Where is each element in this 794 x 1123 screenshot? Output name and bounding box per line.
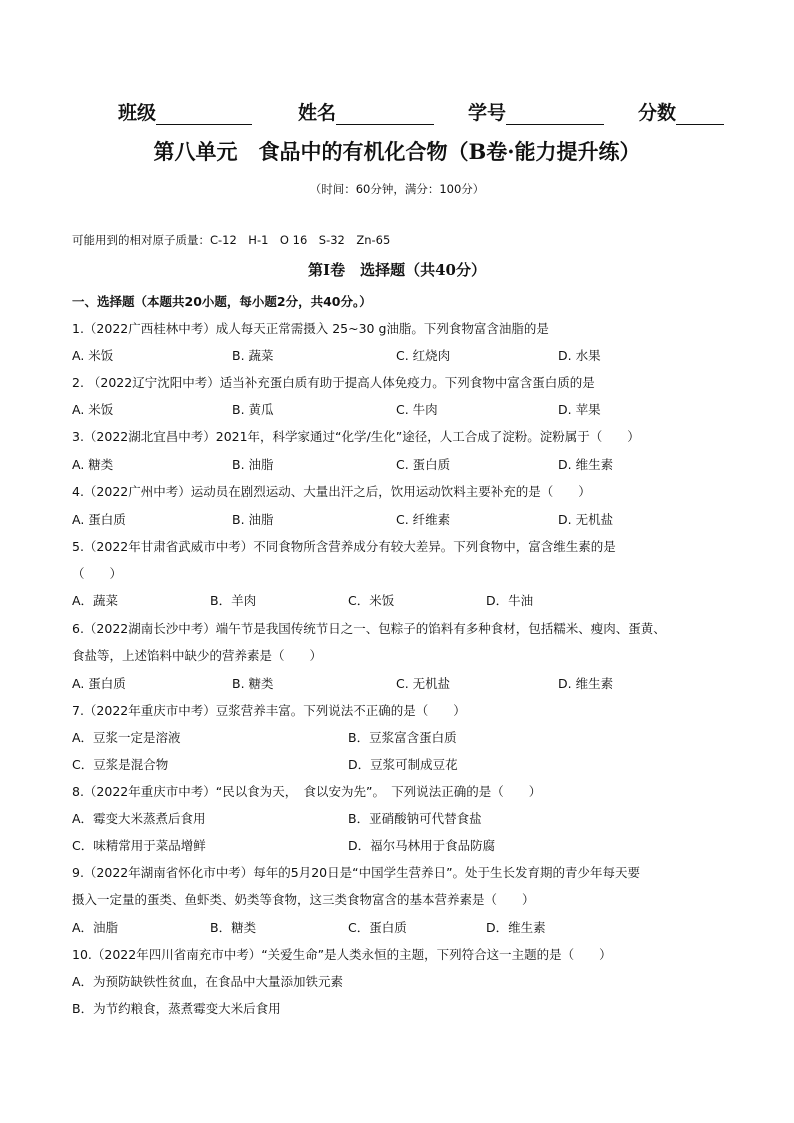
q3-option-a[interactable]: A. 糖类 [72, 457, 114, 472]
time-score-note: （时间：60分钟，满分：100分） [309, 182, 485, 196]
q2-option-b[interactable]: B. 黄瓜 [232, 402, 274, 417]
q10-option-b[interactable]: B．为节约粮食，蒸煮霉变大米后食用 [72, 1001, 281, 1016]
q9-option-b[interactable]: B．糖类 [210, 920, 257, 935]
page-title: 第八单元 食品中的有机化合物（B卷·能力提升练） [153, 139, 641, 164]
q10-option-a[interactable]: A．为预防缺铁性贫血，在食品中大量添加铁元素 [72, 974, 344, 989]
q6-option-c[interactable]: C. 无机盐 [396, 676, 451, 691]
class-field [118, 98, 252, 125]
question-10: 10.（2022年四川省南充市中考）“关爱生命”是人类永恒的主题，下列符合这一主题的是（ ） [72, 947, 612, 962]
part-title: 一、选择题（本题共20小题，每小题2分，共40分。） [72, 294, 372, 309]
score-blank[interactable] [676, 104, 724, 125]
question-6-cont: 食盐等，上述馅料中缺少的营养素是（ ） [72, 648, 323, 663]
question-1: 1.（2022广西桂林中考）成人每天正常需摄入 25~30 g油脂。下列食物富含油脂的是 [72, 321, 549, 336]
q7-option-d[interactable]: D．豆浆可制成豆花 [348, 757, 458, 772]
question-4: 4.（2022广州中考）运动员在剧烈运动、大量出汗之后，饮用运动饮料主要补充的是（ ） [72, 484, 591, 499]
q5-option-c[interactable]: C．米饭 [348, 593, 395, 608]
q6-option-a[interactable]: A. 蛋白质 [72, 676, 126, 691]
id-label: 学号 [468, 102, 507, 124]
score-label: 分数 [638, 102, 677, 124]
q1-option-c[interactable]: C. 红烧肉 [396, 348, 451, 363]
question-9-cont: 摄入一定量的蛋类、鱼虾类、奶类等食物，这三类食物富含的基本营养素是（ ） [72, 892, 535, 907]
q6-option-d[interactable]: D. 维生素 [558, 676, 614, 691]
q9-option-c[interactable]: C．蛋白质 [348, 920, 407, 935]
q6-option-b[interactable]: B. 糖类 [232, 676, 274, 691]
q4-option-b[interactable]: B. 油脂 [232, 512, 274, 527]
question-5: 5.（2022年甘肃省武威市中考）不同食物所含营养成分有较大差异。下列食物中，富含维生素的是 [72, 539, 616, 554]
name-field [298, 98, 434, 125]
q1-option-b[interactable]: B. 蔬菜 [232, 348, 274, 363]
q4-option-c[interactable]: C. 纤维素 [396, 512, 451, 527]
question-8: 8.（2022年重庆市中考）“民以食为天， 食以安为先”。 下列说法正确的是（ ） [72, 784, 542, 799]
question-5-cont: （ ） [72, 566, 123, 581]
class-blank[interactable] [156, 104, 252, 125]
q5-option-a[interactable]: A．蔬菜 [72, 593, 119, 608]
score-field [638, 98, 724, 125]
q4-option-a[interactable]: A. 蛋白质 [72, 512, 126, 527]
q7-option-b[interactable]: B．豆浆富含蛋白质 [348, 730, 457, 745]
q1-option-a[interactable]: A. 米饭 [72, 348, 114, 363]
q1-option-d[interactable]: D. 水果 [558, 348, 601, 363]
question-9: 9.（2022年湖南省怀化市中考）每年的5月20日是“中国学生营养日”。处于生长发育期的青少年每天要 [72, 865, 641, 880]
id-blank[interactable] [506, 104, 604, 125]
q9-option-a[interactable]: A．油脂 [72, 920, 119, 935]
q7-option-a[interactable]: A．豆浆一定是溶液 [72, 730, 181, 745]
q2-option-d[interactable]: D. 苹果 [558, 402, 601, 417]
question-2: 2. （2022辽宁沈阳中考）适当补充蛋白质有助于提高人体免疫力。下列食物中富含蛋白质的是 [72, 375, 595, 390]
q8-option-d[interactable]: D．福尔马林用于食品防腐 [348, 838, 496, 853]
q4-option-d[interactable]: D. 无机盐 [558, 512, 614, 527]
q8-option-a[interactable]: A．霉变大米蒸煮后食用 [72, 811, 206, 826]
id-field [468, 98, 604, 125]
section-title: 第Ⅰ卷 选择题（共40分） [308, 261, 486, 279]
q3-option-c[interactable]: C. 蛋白质 [396, 457, 451, 472]
q7-option-c[interactable]: C．豆浆是混合物 [72, 757, 169, 772]
q5-option-b[interactable]: B．羊肉 [210, 593, 257, 608]
q9-option-d[interactable]: D．维生素 [486, 920, 546, 935]
q3-option-d[interactable]: D. 维生素 [558, 457, 614, 472]
question-6: 6.（2022湖南长沙中考）端午节是我国传统节日之一、包粽子的馅料有多种食材，包括糯米、瘦肉、蛋黄、 [72, 621, 666, 636]
question-7: 7.（2022年重庆市中考）豆浆营养丰富。下列说法不正确的是（ ） [72, 703, 466, 718]
student-info-line [118, 98, 728, 124]
q2-option-a[interactable]: A. 米饭 [72, 402, 114, 417]
name-blank[interactable] [336, 104, 434, 125]
class-label: 班级 [118, 102, 157, 124]
q2-option-c[interactable]: C. 牛肉 [396, 402, 438, 417]
atomic-masses: 可能用到的相对原子质量：C-12 H-1 O 16 S-32 Zn-65 [72, 233, 391, 247]
name-label: 姓名 [298, 102, 337, 124]
q8-option-b[interactable]: B．亚硝酸钠可代替食盐 [348, 811, 482, 826]
q3-option-b[interactable]: B. 油脂 [232, 457, 274, 472]
question-3: 3.（2022湖北宜昌中考）2021年，科学家通过“化学/生化”途径，人工合成了淀粉。淀粉属于（ ） [72, 429, 640, 444]
q5-option-d[interactable]: D．牛油 [486, 593, 534, 608]
q8-option-c[interactable]: C．味精常用于菜品增鲜 [72, 838, 206, 853]
